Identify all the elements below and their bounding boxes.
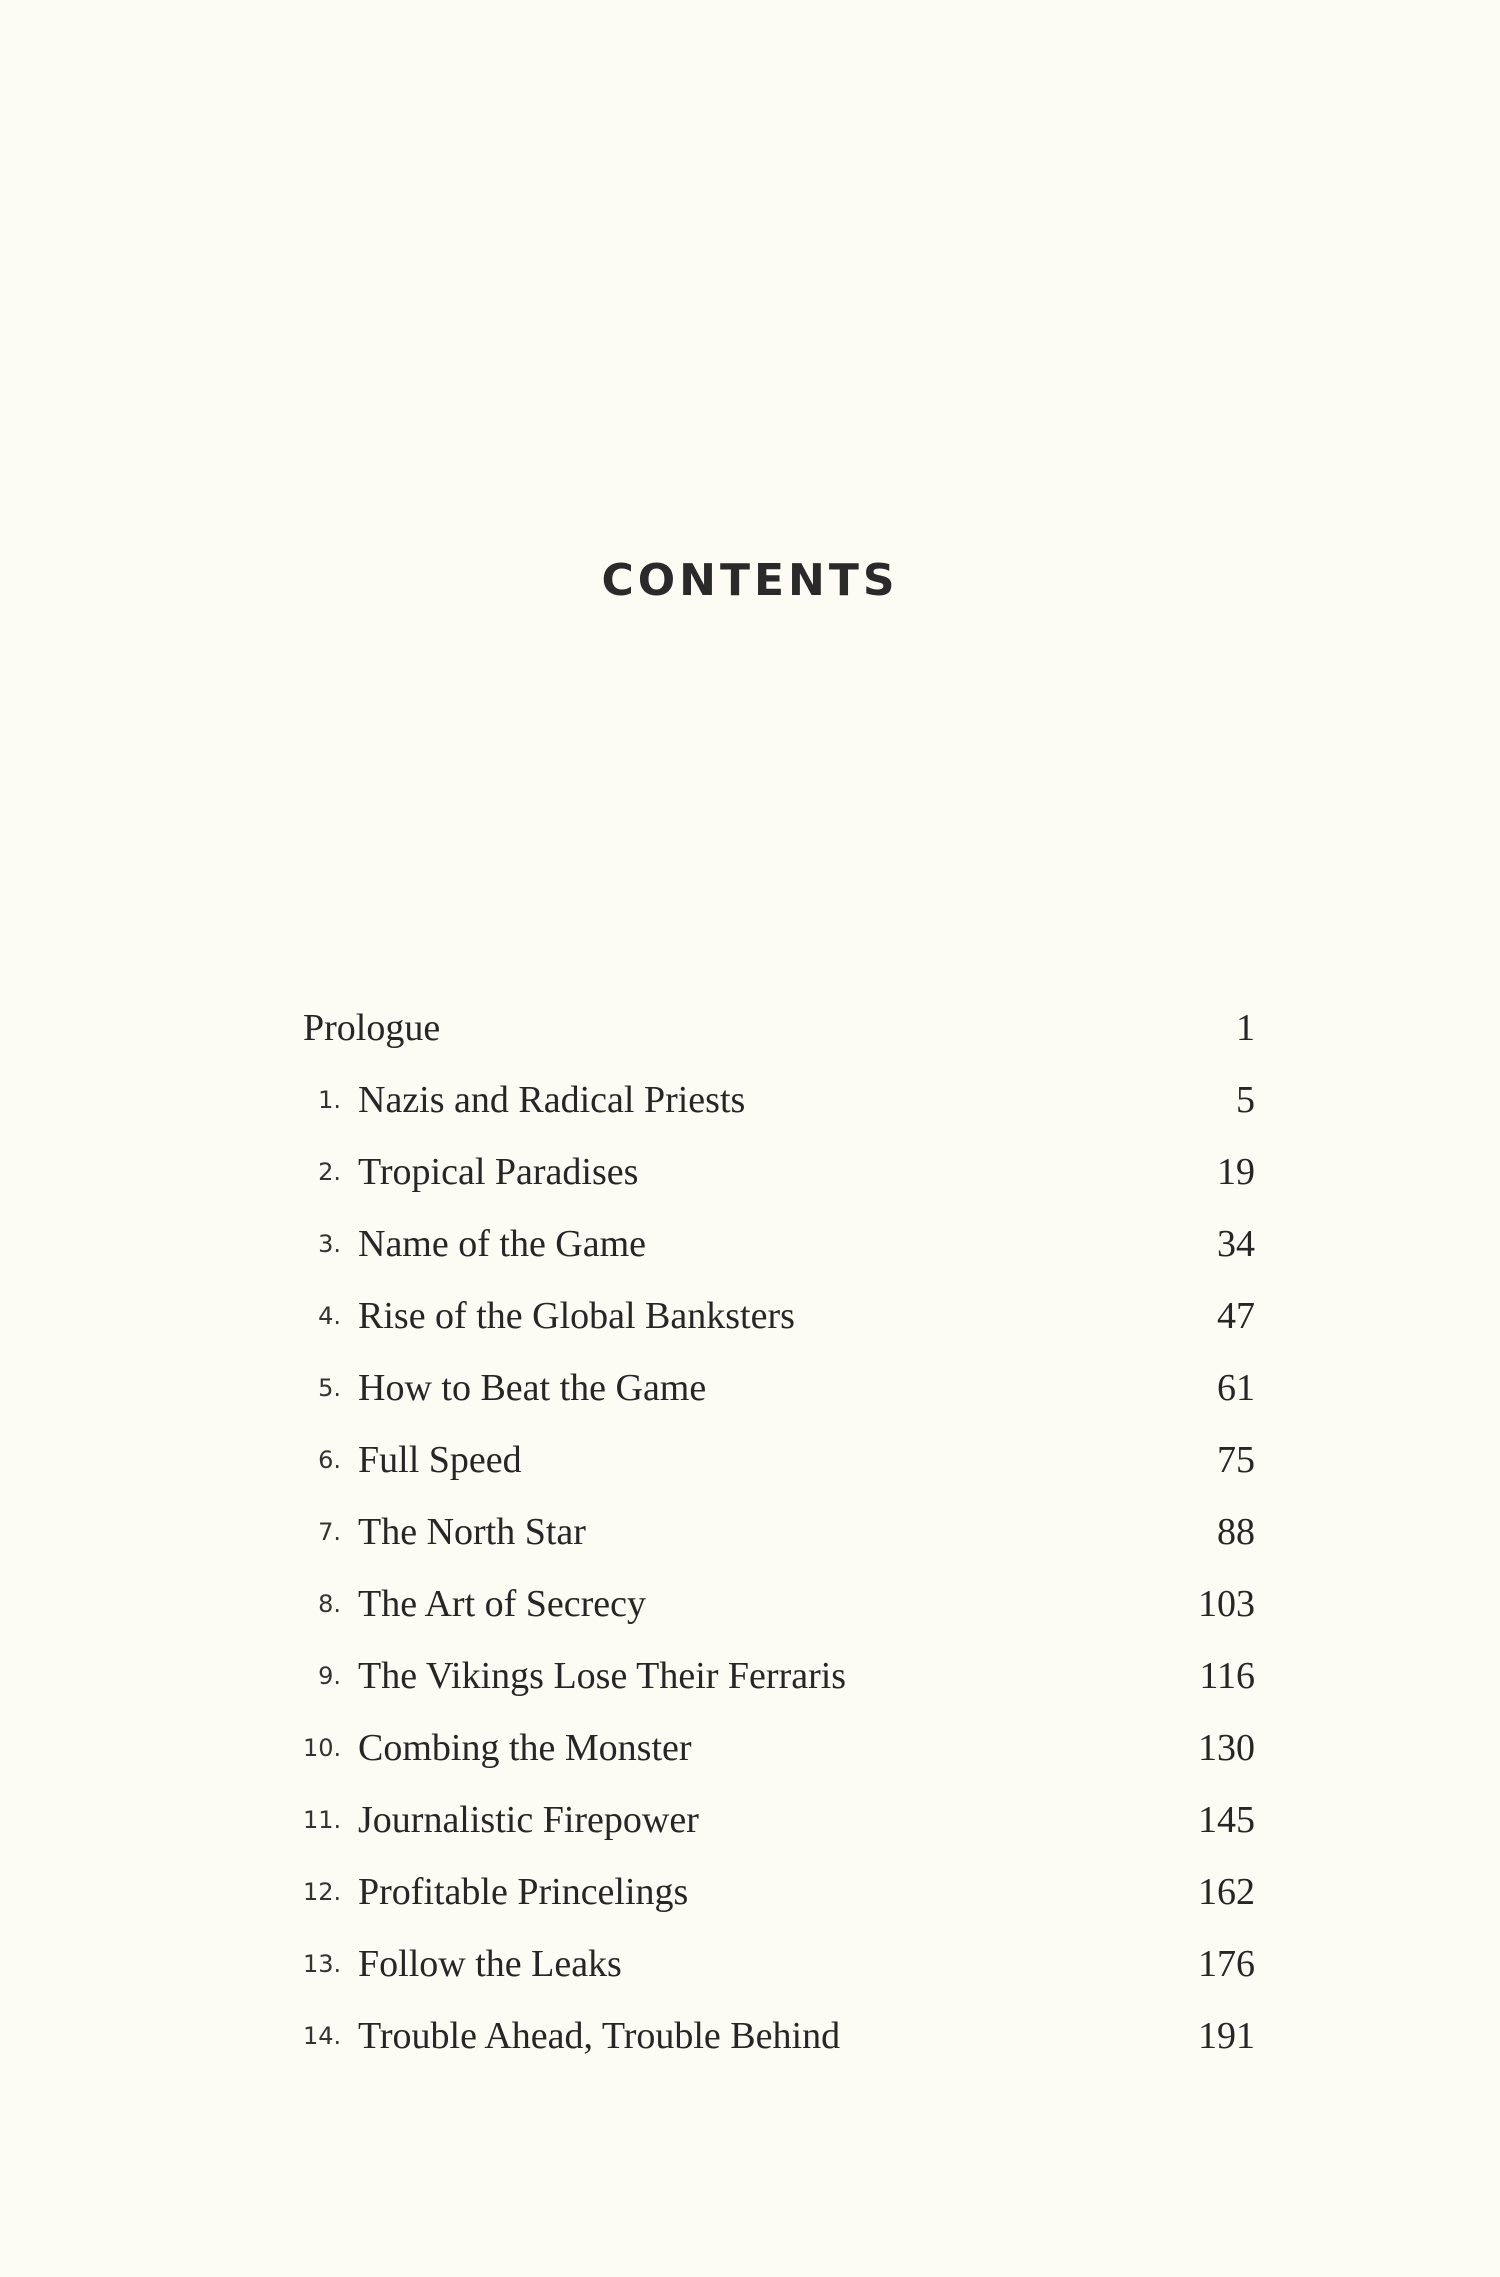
toc-entry-number: 14. [303, 2022, 342, 2050]
toc-entry-number: 2. [318, 1158, 341, 1186]
toc-entry-number: 11. [303, 1806, 342, 1834]
toc-entry [303, 1352, 1255, 1424]
toc-entry [303, 1640, 1255, 1712]
toc-entry [303, 2000, 1255, 2072]
toc-entry-page: 176 [1198, 1943, 1255, 1985]
toc-entry-number: 8. [318, 1590, 341, 1618]
toc-entry [303, 1136, 1255, 1208]
toc-entry [303, 1280, 1255, 1352]
toc-entry-number: 12. [303, 1878, 342, 1906]
toc-entry-page: 116 [1199, 1655, 1255, 1697]
toc-entry-page: 103 [1198, 1583, 1255, 1625]
toc-entry-title: Name of the Game [358, 1223, 647, 1265]
toc-entry-number: 1. [318, 1086, 341, 1114]
toc-entry [303, 1208, 1255, 1280]
toc-entry [303, 1424, 1255, 1496]
toc-entry-title: Prologue [303, 1007, 441, 1049]
toc-entry-title: Combing the Monster [358, 1727, 692, 1769]
toc-entry-page: 47 [1217, 1295, 1255, 1337]
toc-entry [303, 1784, 1255, 1856]
toc-entry-title: Profitable Princelings [358, 1871, 689, 1913]
toc-entry-number: 13. [303, 1950, 342, 1978]
toc-entry-title: Rise of the Global Banksters [358, 1295, 795, 1337]
toc-entry-title: Trouble Ahead, Trouble Behind [358, 2015, 841, 2057]
toc-entry-page: 75 [1217, 1439, 1255, 1481]
toc-entry-title: How to Beat the Game [358, 1367, 707, 1409]
toc-entry-page: 191 [1198, 2015, 1255, 2057]
toc-entry-number: 5. [318, 1374, 341, 1402]
toc-entry [303, 1568, 1255, 1640]
toc-entry-number: 4. [318, 1302, 341, 1330]
toc-entry-page: 19 [1217, 1151, 1255, 1193]
page-title: CONTENTS [601, 555, 899, 606]
toc-entry [303, 1928, 1255, 2000]
toc-entry-title: Follow the Leaks [358, 1943, 622, 1985]
toc-entry-page: 130 [1198, 1727, 1255, 1769]
toc-entry-title: The North Star [358, 1511, 586, 1553]
toc-entry-number: 7. [318, 1518, 341, 1546]
toc-entry [303, 1712, 1255, 1784]
toc-entry-title: The Vikings Lose Their Ferraris [358, 1655, 847, 1697]
toc-entry-title: Nazis and Radical Priests [358, 1079, 746, 1121]
toc-entry [303, 1064, 1255, 1136]
toc-entry-page: 162 [1198, 1871, 1255, 1913]
toc-entry-page: 34 [1217, 1223, 1255, 1265]
toc-entry-prologue [303, 992, 1255, 1064]
toc-entry-page: 5 [1236, 1079, 1255, 1121]
toc-entry-title: Journalistic Firepower [358, 1799, 699, 1841]
toc-entry-number: 6. [318, 1446, 341, 1474]
toc-entry-title: Tropical Paradises [358, 1151, 639, 1193]
toc-entry-title: Full Speed [358, 1439, 522, 1481]
toc-entry-number: 3. [318, 1230, 341, 1258]
toc-entry-title: The Art of Secrecy [358, 1583, 647, 1625]
toc-entry-number: 10. [303, 1734, 342, 1762]
toc-entry-page: 61 [1217, 1367, 1255, 1409]
toc-entry [303, 1856, 1255, 1928]
table-of-contents [303, 992, 1255, 2072]
toc-entry-page: 1 [1236, 1007, 1255, 1049]
toc-entry-page: 88 [1217, 1511, 1255, 1553]
toc-entry-page: 145 [1198, 1799, 1255, 1841]
toc-entry [303, 1496, 1255, 1568]
toc-entry-number: 9. [318, 1662, 341, 1690]
